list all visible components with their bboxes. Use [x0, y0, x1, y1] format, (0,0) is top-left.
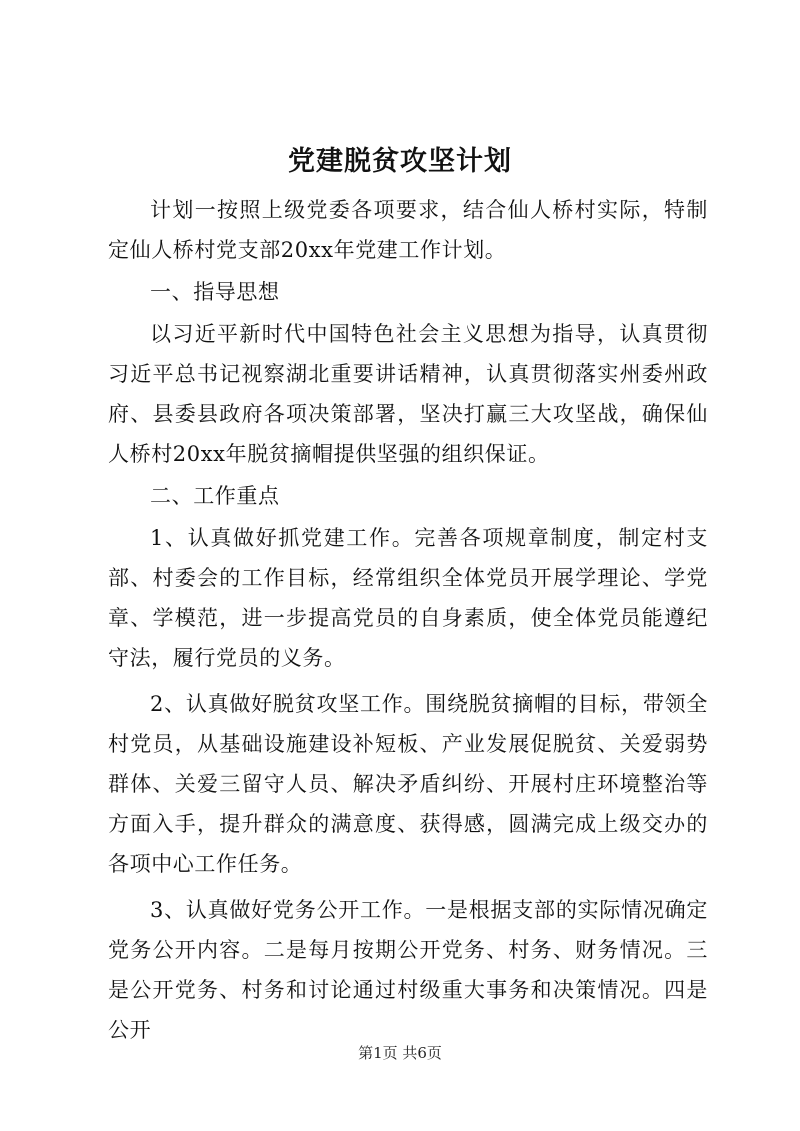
- document-title: 党建脱贫攻坚计划: [288, 146, 512, 177]
- work-item-1-paragraph: 1、认真做好抓党建工作。完善各项规章制度，制定村支部、村委会的工作目标，经常组织全体党员开展学理论、学党章、学模范，进一步提高党员的自身素质，使全体党员能遵纪守法，履行党员的义务。: [108, 526, 708, 670]
- intro-paragraph: 计划一按照上级党委各项要求，结合仙人桥村实际，特制定仙人桥村党支部20xx年党建工作计划。: [108, 198, 708, 262]
- section-heading-work-focus: 二、工作重点: [150, 484, 280, 508]
- work-item-2-paragraph: 2、认真做好脱贫攻坚工作。围绕脱贫摘帽的目标，带领全村党员，从基础设施建设补短板、产业发展促脱贫、关爱弱势群体、关爱三留守人员、解决矛盾纠纷、开展村庄环境整治等方面入手，提升群众的满意度、获得感，圆满完成上级交办的各项中心工作任务。: [108, 692, 708, 876]
- work-item-3-paragraph: 3、认真做好党务公开工作。一是根据支部的实际情况确定党务公开内容。二是每月按期公开党务、村务、财务情况。三是公开党务、村务和讨论通过村级重大事务和决策情况。四是公开: [108, 898, 708, 1042]
- section-heading-guiding-ideology: 一、指导思想: [150, 280, 280, 304]
- page-number-footer: 第1页 共6页: [358, 1044, 442, 1062]
- document-body: [108, 190, 708, 1050]
- guiding-ideology-paragraph: 以习近平新时代中国特色社会主义思想为指导，认真贯彻习近平总书记视察湖北重要讲话精神，认真贯彻落实州委州政府、县委县政府各项决策部署，坚决打赢三大攻坚战，确保仙人桥村20xx年脱贫摘帽提供坚强的组织保证。: [108, 322, 708, 466]
